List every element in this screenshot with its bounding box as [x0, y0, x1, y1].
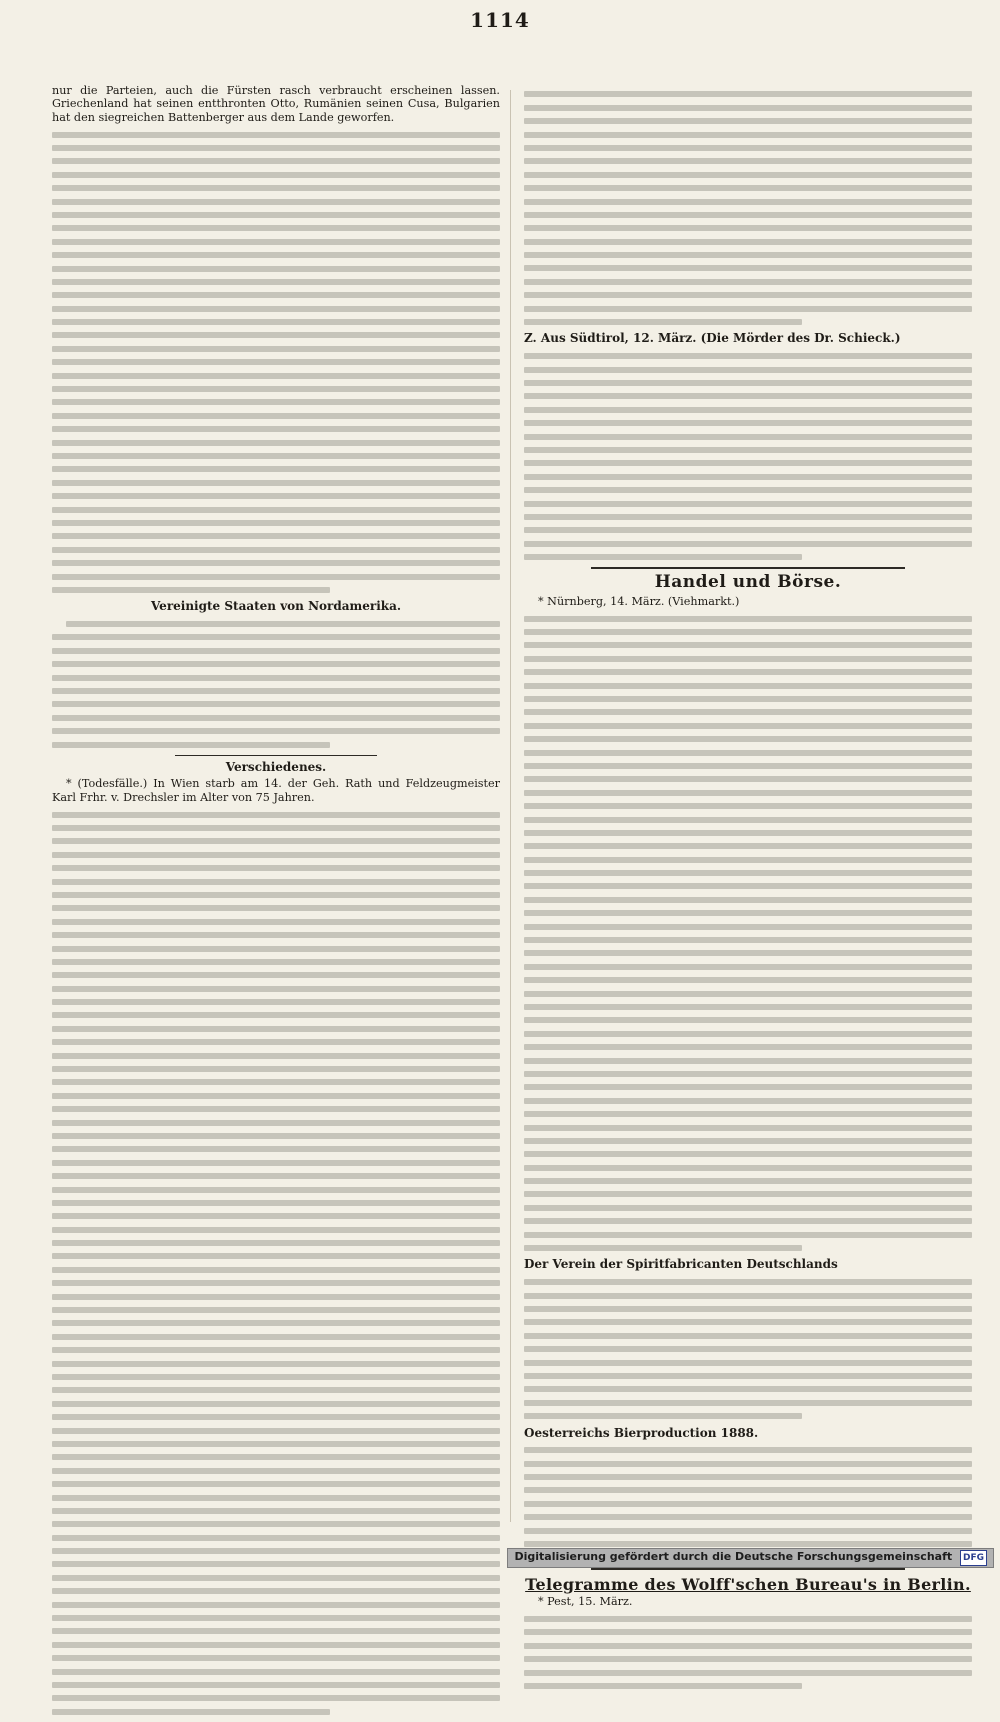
article-text-block — [52, 132, 500, 593]
section-heading-beer: Oesterreichs Bierproduction 1888. — [524, 1425, 759, 1440]
digitization-credit — [507, 1548, 994, 1568]
page-number: 1114 — [470, 8, 530, 32]
usa-text-block — [52, 621, 500, 748]
trade-first-entry: * Nürnberg, 14. März. (Viehmarkt.) — [538, 594, 740, 608]
spirit-text-block — [524, 1279, 972, 1419]
right-opening-text-block — [524, 91, 972, 325]
section-heading-telegrams: Telegramme des Wolff'schen Bureau's in Berlin. — [525, 1574, 971, 1594]
suedtirol-text-block — [524, 353, 972, 560]
separator-rule — [591, 567, 905, 569]
section-heading-suedtirol: Z. Aus Südtirol, 12. März. (Die Mörder des Dr. Schieck.) — [524, 331, 901, 346]
telegram-first-entry: * Pest, 15. März. — [538, 1595, 633, 1609]
column-divider — [510, 90, 511, 1522]
right-column — [524, 84, 972, 1696]
trade-text-block — [524, 616, 972, 1251]
digitization-credit-text: Digitalisierung gefördert durch die Deutsche Forschungsgemeinschaft — [514, 1550, 953, 1563]
section-heading-trade: Handel und Börse. — [654, 572, 842, 593]
dfg-logo: DFG — [960, 1550, 987, 1566]
article-opening: nur die Parteien, auch die Fürsten rasch verbraucht erscheinen lassen. Griechenland hat seinen entthronten Otto, Rumänien seinen Cusa, Bulgarien hat den siegreichen Battenberger aus dem Lande geworfen. — [52, 84, 500, 124]
telegram-text-block — [524, 1616, 972, 1689]
section-heading-usa: Vereinigte Staaten von Nordamerika. — [150, 599, 402, 614]
separator-rule — [591, 1568, 905, 1570]
section-heading-misc: Verschiedenes. — [225, 759, 327, 774]
beer-text-block — [524, 1447, 972, 1560]
separator-rule — [175, 755, 377, 756]
misc-first-paragraph: * (Todesfälle.) In Wien starb am 14. der Geh. Rath und Feldzeugmeister Karl Frhr. v. Drechsler im Alter von 75 Jahren. — [52, 777, 500, 804]
section-heading-spirit: Der Verein der Spiritfabricanten Deutschlands — [524, 1257, 838, 1272]
misc-text-block — [52, 812, 500, 1715]
left-column — [52, 84, 500, 1722]
